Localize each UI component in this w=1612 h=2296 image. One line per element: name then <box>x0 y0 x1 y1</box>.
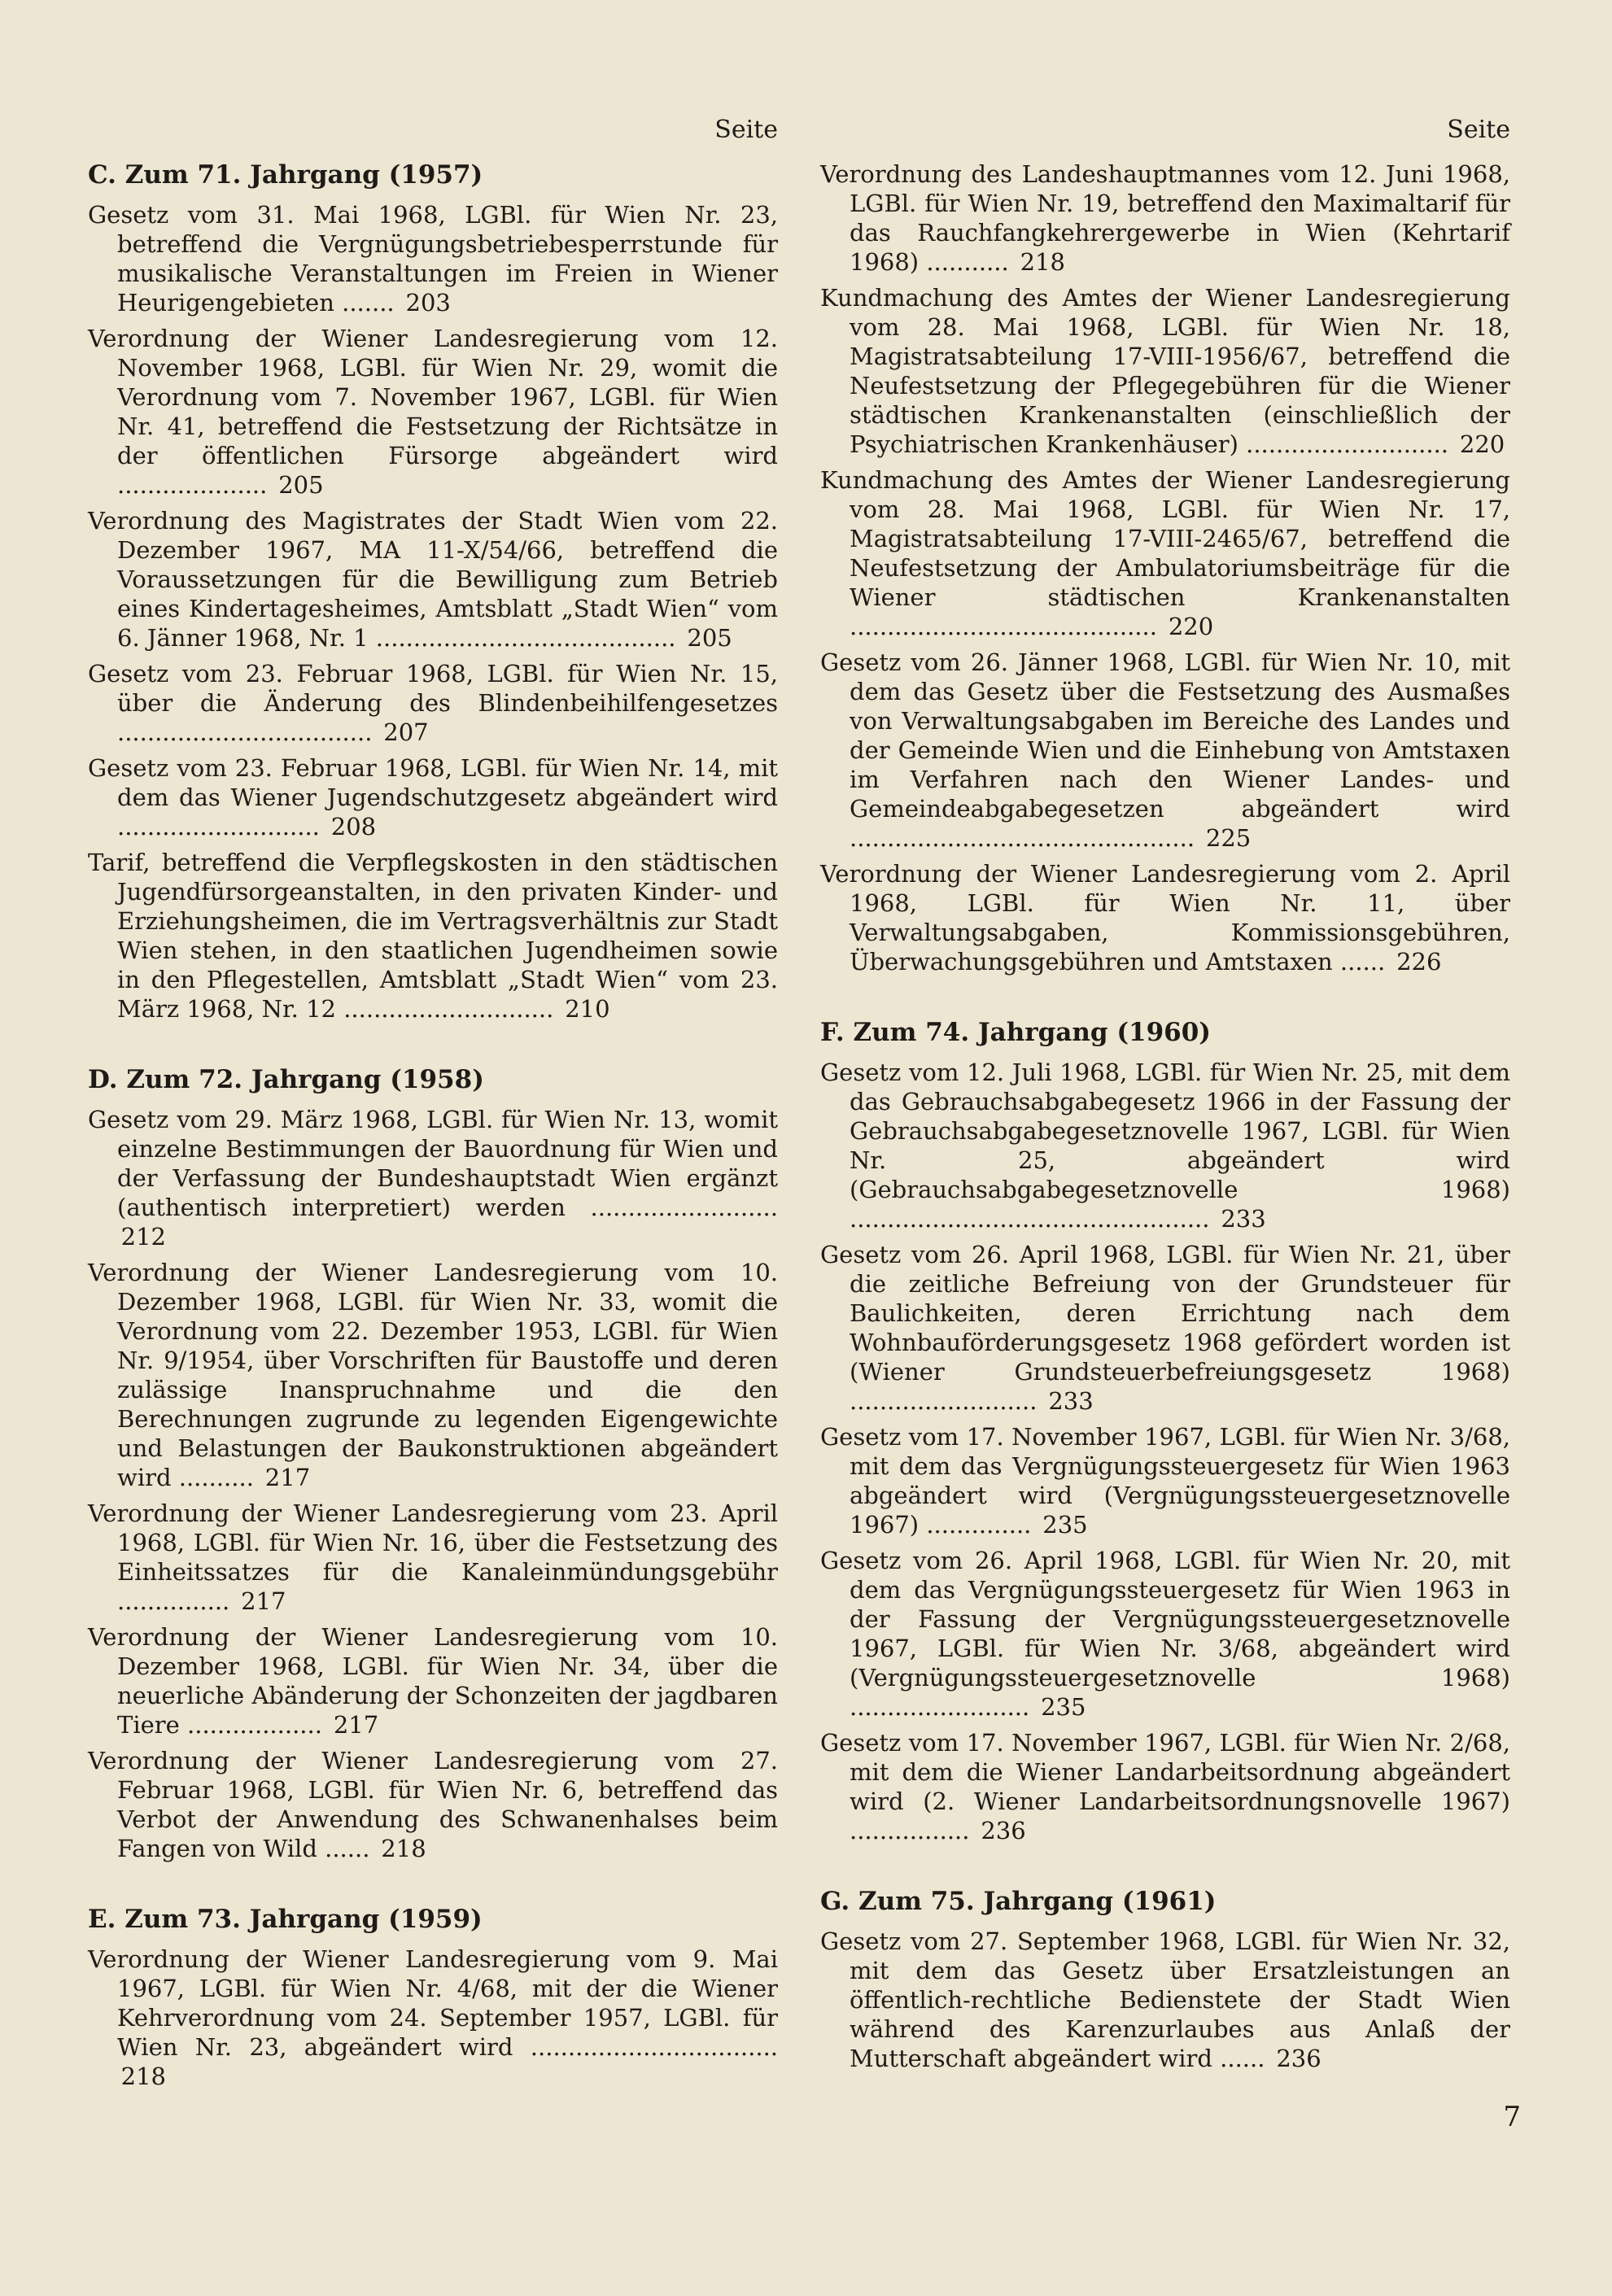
entry-page-number: 205 <box>687 624 732 652</box>
entry-page-number: 208 <box>330 813 377 840</box>
toc-entry <box>88 506 778 653</box>
dot-leader: ........................... <box>1246 430 1449 458</box>
entry-text: Gesetz vom 31. Mai 1968, LGBl. für Wien Nr. 23, betreffend die Vergnügungsbetriebesperrstunde für musikalische Veranstaltungen im Freien in Wiener Heurigengebieten <box>88 201 778 316</box>
toc-section <box>88 159 778 1024</box>
seite-label: Seite <box>714 116 778 144</box>
seite-label: Seite <box>1447 116 1510 144</box>
page-number: 7 <box>1503 2101 1521 2133</box>
entry-text: Gesetz vom 26. April 1968, LGBl. für Wien Nr. 21, über die zeitliche Befreiung von der Grundsteuer für Baulichkeiten, deren Errichtung nach dem Wohnbauförderungsgesetz 1968 gefördert worden ist (Wiener Grundsteuerbefreiungsgesetz 1968) <box>820 1241 1510 1386</box>
dot-leader: ...... <box>325 1835 370 1862</box>
entry-text: Gesetz vom 29. März 1968, LGBl. für Wien Nr. 13, womit einzelne Bestimmungen der Bauordnung für Wien und der Verfassung der Bundeshauptstadt Wien ergänzt (authentisch interpretiert) werden <box>88 1106 778 1221</box>
entry-text: Verordnung des Magistrates der Stadt Wien vom 22. Dezember 1967, MA 11-X/54/66, betreffend die Voraussetzungen für die Bewilligung zum Betrieb eines Kindertagesheimes, Amtsblatt „Stadt Wien“ vom 6. Jänner 1968, Nr. 1 <box>88 507 778 652</box>
entry-text: Gesetz vom 23. Februar 1968, LGBl. für Wien Nr. 15, über die Änderung des Blindenbeihilfengesetzes <box>88 660 778 717</box>
entry-page-number: 220 <box>1168 613 1214 640</box>
toc-entry <box>820 1728 1510 1845</box>
toc-entry <box>88 753 778 841</box>
toc-entry <box>820 1546 1510 1722</box>
toc-entry <box>88 1105 778 1251</box>
entry-text: Verordnung der Wiener Landesregierung vom 9. Mai 1967, LGBl. für Wien Nr. 4/68, mit der die Wiener Kehrverordnung vom 24. September 1957, LGBl. für Wien Nr. 23, abgeändert wird <box>88 1945 778 2061</box>
toc-entry <box>820 465 1510 641</box>
dot-leader: ...... <box>1339 948 1386 976</box>
dot-leader: ................................................ <box>850 1205 1210 1233</box>
toc-entry <box>820 159 1510 277</box>
toc-entry <box>88 1622 778 1739</box>
dot-leader: .......... <box>178 1464 254 1491</box>
entry-page-number: 220 <box>1459 430 1505 458</box>
entry-page-number: 235 <box>1042 1511 1088 1539</box>
entry-page-number: 218 <box>381 1835 426 1862</box>
entry-page-number: 212 <box>120 1223 166 1251</box>
toc-entry <box>820 1422 1510 1539</box>
toc-entry <box>820 648 1510 853</box>
entry-page-number: 233 <box>1048 1387 1094 1415</box>
entry-page-number: 217 <box>264 1464 311 1491</box>
entry-page-number: 233 <box>1221 1205 1266 1233</box>
entry-page-number: 217 <box>333 1711 379 1739</box>
dot-leader: ................................. <box>530 2033 778 2061</box>
entry-text: Gesetz vom 26. April 1968, LGBl. für Wien Nr. 20, mit dem das Vergnügungssteuergesetz für Wien 1963 in der Fassung der Vergnügungssteuergesetznovelle 1967, LGBl. für Wien Nr. 3/68, abgeändert wird (Vergnügungssteuergesetznovelle 1968) <box>820 1547 1510 1691</box>
toc-entry <box>88 659 778 747</box>
entry-page-number: 205 <box>278 471 324 499</box>
entry-page-number: 236 <box>1276 2045 1321 2072</box>
section-heading: C. Zum 71. Jahrgang (1957) <box>88 160 483 190</box>
entry-page-number: 236 <box>981 1817 1026 1844</box>
entry-text: Verordnung der Wiener Landesregierung vom 10. Dezember 1968, LGBl. für Wien Nr. 34, über die neuerliche Abänderung der Schonzeiten der jagdbaren Tiere <box>88 1623 778 1739</box>
dot-leader: ...... <box>1220 2045 1265 2072</box>
entry-text: Tarif, betreffend die Verpflegskosten in den städtischen Jugendfürsorgeanstalten, in den privaten Kinder- und Erziehungsheimen, die im Vertragsverhältnis zur Stadt Wien stehen, in den staatlichen Jugendheimen sowie in den Pflegestellen, Amtsblatt „Stadt Wien“ vom 23. März 1968, Nr. 12 <box>88 849 778 1023</box>
entry-text: Verordnung der Wiener Landesregierung vom 2. April 1968, LGBl. für Wien Nr. 11, über Verwaltungsabgaben, Kommissionsgebühren, Überwachungsgebühren und Amtstaxen <box>820 860 1510 976</box>
entry-text: Gesetz vom 23. Februar 1968, LGBl. für Wien Nr. 14, mit dem das Wiener Jugendschutzgesetz abgeändert wird <box>88 754 778 811</box>
entry-text: Gesetz vom 17. November 1967, LGBl. für Wien Nr. 3/68, mit dem das Vergnügungssteuergesetz für Wien 1963 abgeändert wird (Vergnügungssteuergesetznovelle 1967) <box>820 1423 1510 1539</box>
entry-page-number: 218 <box>120 2062 166 2090</box>
entry-text: Verordnung des Landeshauptmannes vom 12. Juni 1968, LGBl. für Wien Nr. 19, betreffend den Maximaltarif für das Rauchfangkehrergewerbe in Wien (Kehrtarif 1968) <box>820 160 1510 276</box>
right-column <box>820 116 1510 2114</box>
entry-page-number: 235 <box>1041 1693 1086 1721</box>
section-heading: D. Zum 72. Jahrgang (1958) <box>88 1065 484 1094</box>
left-column <box>88 116 778 2132</box>
dot-leader: .............................................. <box>850 824 1195 852</box>
toc-entry <box>88 1945 778 2091</box>
entry-text: Gesetz vom 17. November 1967, LGBl. für Wien Nr. 2/68, mit dem die Wiener Landarbeitsordnung abgeändert wird (2. Wiener Landarbeitsordnungsnovelle 1967) <box>820 1729 1510 1815</box>
dot-leader: ................ <box>850 1817 970 1844</box>
entry-text: Verordnung der Wiener Landesregierung vom 12. November 1968, LGBl. für Wien Nr. 29, womit die Verordnung vom 7. November 1967, LGBl. für Wien Nr. 41, betreffend die Festsetzung der Richtsätze in der öffentlichen Fürsorge abgeändert wird <box>88 325 778 469</box>
entry-text: Verordnung der Wiener Landesregierung vom 10. Dezember 1968, LGBl. für Wien Nr. 33, womit die Verordnung vom 22. Dezember 1953, LGBl. für Wien Nr. 9/1954, über Vorschriften für Baustoffe und deren zulässige Inanspruchnahme und die den Berechnungen zugrunde zu legenden Eigengewichte und Belastungen der Baukonstruktionen abgeändert wird <box>88 1259 778 1491</box>
dot-leader: ........................... <box>117 813 320 840</box>
entry-text: Gesetz vom 26. Jänner 1968, LGBl. für Wien Nr. 10, mit dem das Gesetz über die Festsetzung des Ausmaßes von Verwaltungsabgaben im Bereiche des Landes und der Gemeinde Wien und die Einhebung von Amtstaxen im Verfahren nach den Wiener Landes- und Gemeindeabgabegesetzen abgeändert wird <box>820 648 1510 823</box>
toc-section <box>820 159 1510 976</box>
entry-text: Gesetz vom 27. September 1968, LGBl. für Wien Nr. 32, mit dem das Gesetz über Ersatzleistungen an öffentlich-rechtliche Bedienstete der Stadt Wien während des Karenzurlaubes aus Anlaß der Mutterschaft abgeändert wird <box>820 1927 1510 2072</box>
dot-leader: ......................... <box>850 1387 1038 1415</box>
toc-section <box>820 1017 1510 1845</box>
dot-leader: ........... <box>926 248 1009 276</box>
dot-leader: ....... <box>342 289 395 316</box>
dot-leader: ......................................... <box>850 613 1157 640</box>
entry-text: Verordnung der Wiener Landesregierung vom 23. April 1968, LGBl. für Wien Nr. 16, über die Festsetzung des Einheitssatzes für die Kanaleinmündungsgebühr <box>88 1499 778 1586</box>
section-heading: F. Zum 74. Jahrgang (1960) <box>820 1018 1211 1047</box>
toc-entry <box>88 1258 778 1492</box>
entry-text: Gesetz vom 12. Juli 1968, LGBl. für Wien Nr. 25, mit dem das Gebrauchsabgabegesetz 1966 in der Fassung der Gebrauchsabgabegesetznovelle 1967, LGBl. für Wien Nr. 25, abgeändert wird (Gebrauchsabgabegesetznovelle 1968) <box>820 1059 1510 1203</box>
toc-entry <box>820 1927 1510 2073</box>
entry-page-number: 207 <box>383 718 429 746</box>
toc-entry <box>820 859 1510 976</box>
section-heading: E. Zum 73. Jahrgang (1959) <box>88 1905 483 1934</box>
toc-section <box>88 1064 778 1863</box>
entry-page-number: 226 <box>1396 948 1442 976</box>
dot-leader: .............. <box>926 1511 1032 1539</box>
toc-entry <box>820 1058 1510 1233</box>
dot-leader: ........................................ <box>375 624 676 652</box>
toc-entry <box>88 1746 778 1863</box>
entry-text: Kundmachung des Amtes der Wiener Landesregierung vom 28. Mai 1968, LGBl. für Wien Nr. 18, Magistratsabteilung 17-VIII-1956/67, betreffend die Neufestsetzung der Pflegegebühren für die Wiener städtischen Krankenanstalten (einschließlich der Psychiatrischen Krankenhäuser) <box>820 284 1510 458</box>
entry-text: Kundmachung des Amtes der Wiener Landesregierung vom 28. Mai 1968, LGBl. für Wien Nr. 17, Magistratsabteilung 17-VIII-2465/67, betreffend die Neufestsetzung der Ambulatoriumsbeiträge für die Wiener städtischen Krankenanstalten <box>820 466 1510 611</box>
toc-entry <box>820 283 1510 459</box>
entry-page-number: 217 <box>241 1587 286 1615</box>
entry-text: Verordnung der Wiener Landesregierung vom 27. Februar 1968, LGBl. für Wien Nr. 6, betreffend das Verbot der Anwendung des Schwanenhalses beim Fangen von Wild <box>88 1747 778 1862</box>
section-heading: G. Zum 75. Jahrgang (1961) <box>820 1887 1217 1916</box>
toc-entry <box>88 324 778 500</box>
entry-page-number: 225 <box>1205 824 1252 852</box>
toc-entry <box>88 1499 778 1616</box>
entry-page-number: 218 <box>1020 248 1065 276</box>
entry-page-number: 203 <box>405 289 451 316</box>
dot-leader: .................. <box>187 1711 322 1739</box>
toc-entry <box>820 1240 1510 1416</box>
entry-page-number: 210 <box>565 995 610 1023</box>
dot-leader: ............... <box>117 1587 230 1615</box>
dot-leader: ............................ <box>343 995 554 1023</box>
toc-section <box>88 1904 778 2091</box>
toc-entry <box>88 848 778 1024</box>
toc-section <box>820 1886 1510 2073</box>
toc-entry <box>88 200 778 317</box>
dot-leader: .................................. <box>117 718 373 746</box>
dot-leader: ......................... <box>590 1194 778 1221</box>
dot-leader: .................... <box>117 471 268 499</box>
dot-leader: ........................ <box>850 1693 1030 1721</box>
